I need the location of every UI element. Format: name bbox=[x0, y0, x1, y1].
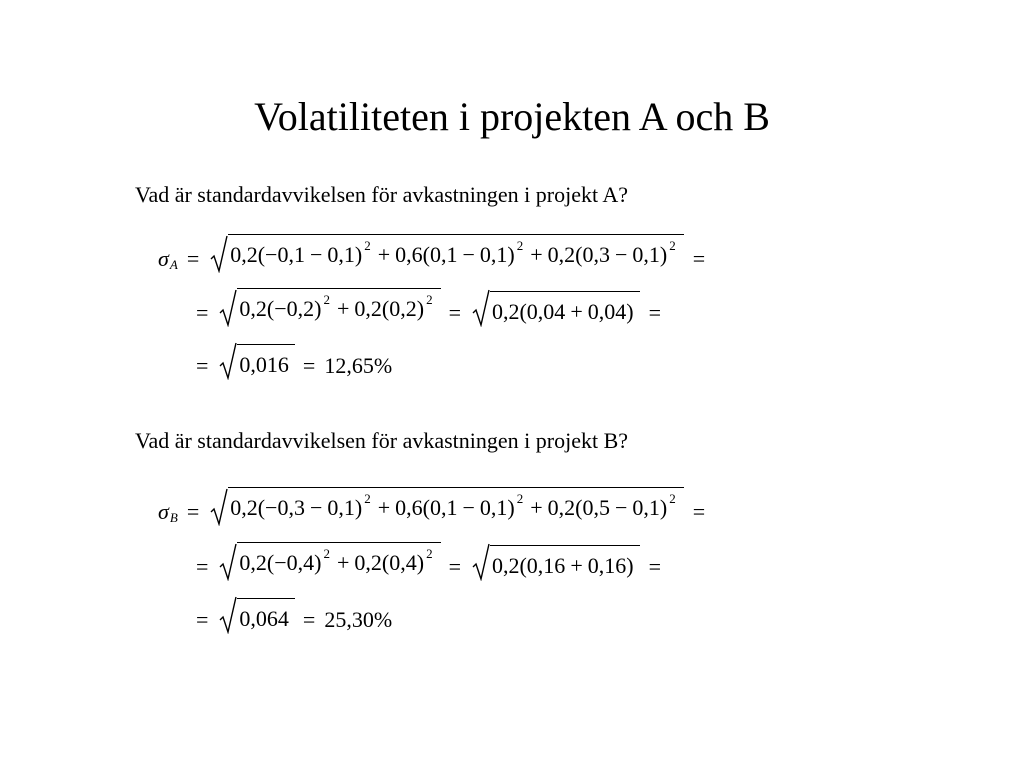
plus-sign: + bbox=[336, 550, 350, 575]
radical-sign-icon bbox=[210, 235, 228, 273]
plus-sign: + bbox=[570, 299, 583, 324]
plus-sign: + bbox=[377, 495, 391, 520]
equals-sign: = bbox=[196, 554, 209, 579]
square-root bbox=[219, 342, 295, 380]
equals-sign: = bbox=[692, 499, 706, 524]
minus-sign: − bbox=[614, 242, 628, 267]
exponent: 2 bbox=[364, 491, 371, 506]
minus-sign: − bbox=[309, 495, 323, 520]
equals-sign: = bbox=[186, 246, 200, 271]
plus-sign: + bbox=[530, 495, 543, 520]
exponent: 2 bbox=[516, 238, 524, 253]
square-root bbox=[472, 543, 640, 581]
term: 0,016 bbox=[239, 352, 289, 377]
formula-a-line-2 bbox=[196, 288, 670, 327]
radical-sign-icon bbox=[472, 543, 490, 581]
term: 0,2(0,3 bbox=[547, 242, 610, 267]
equals-sign: = bbox=[448, 300, 461, 325]
minus-sign: − bbox=[309, 242, 323, 267]
equals-sign: = bbox=[302, 353, 316, 378]
term: 0,2(−0,1 bbox=[230, 242, 305, 267]
equals-sign: = bbox=[648, 554, 661, 579]
sigma-subscript: A bbox=[169, 257, 178, 272]
slide-title: Volatiliteten i projekten A och B bbox=[254, 94, 770, 139]
square-root bbox=[210, 487, 683, 526]
formula-a-line-1 bbox=[158, 234, 714, 273]
term: 0,6(0,1 bbox=[395, 495, 458, 520]
radical-sign-icon bbox=[472, 289, 490, 327]
formula-a-line-3 bbox=[196, 342, 392, 380]
radical-sign-icon bbox=[219, 342, 237, 380]
plus-sign: + bbox=[336, 296, 350, 321]
term: 0,1) bbox=[632, 242, 668, 267]
exponent: 2 bbox=[669, 238, 676, 253]
square-root bbox=[472, 289, 640, 327]
radicand bbox=[237, 344, 295, 380]
plus-sign: + bbox=[530, 242, 543, 267]
minus-sign: − bbox=[614, 495, 628, 520]
term: 0,1) bbox=[632, 495, 668, 520]
radicand bbox=[237, 598, 295, 634]
term: 0,1) bbox=[479, 242, 515, 267]
equals-sign: = bbox=[196, 607, 209, 632]
equals-sign: = bbox=[196, 300, 209, 325]
radicand bbox=[490, 291, 640, 327]
square-root bbox=[219, 596, 295, 634]
term: 0,2(0,4) bbox=[354, 550, 425, 575]
exponent: 2 bbox=[426, 292, 433, 307]
equals-sign: = bbox=[186, 499, 200, 524]
exponent: 2 bbox=[364, 238, 371, 253]
question-project-a: Vad är standardavvikelsen för avkastningen i projekt A? bbox=[135, 182, 629, 207]
square-root bbox=[219, 288, 440, 327]
term: 0,064 bbox=[239, 606, 289, 631]
radical-sign-icon bbox=[210, 488, 228, 526]
square-root bbox=[210, 234, 683, 273]
radicand bbox=[228, 487, 683, 526]
term: 0,04) bbox=[587, 299, 634, 324]
term: 0,2(0,16 bbox=[491, 553, 566, 578]
equals-sign: = bbox=[648, 300, 661, 325]
term: 0,1) bbox=[327, 242, 363, 267]
term: 0,1) bbox=[327, 495, 363, 520]
formula-b-line-2 bbox=[196, 542, 670, 581]
result-value: 12,65% bbox=[324, 353, 393, 378]
term: 0,2(−0,3 bbox=[230, 495, 305, 520]
square-root bbox=[219, 542, 440, 581]
equals-sign: = bbox=[302, 607, 316, 632]
exponent: 2 bbox=[516, 491, 524, 506]
term: 0,16) bbox=[587, 553, 634, 578]
radicand bbox=[237, 288, 440, 327]
exponent: 2 bbox=[669, 491, 676, 506]
exponent: 2 bbox=[323, 546, 330, 561]
result-value: 25,30% bbox=[324, 607, 393, 632]
term: 0,2(−0,4) bbox=[239, 550, 322, 575]
exponent: 2 bbox=[323, 292, 330, 307]
exponent: 2 bbox=[426, 546, 433, 561]
equals-sign: = bbox=[692, 246, 706, 271]
term: 0,1) bbox=[479, 495, 515, 520]
sigma-subscript: B bbox=[169, 510, 178, 525]
equals-sign: = bbox=[448, 554, 461, 579]
sigma-symbol: σ bbox=[158, 246, 169, 271]
minus-sign: − bbox=[462, 495, 475, 520]
term: 0,2(0,5 bbox=[547, 495, 610, 520]
minus-sign: − bbox=[462, 242, 475, 267]
plus-sign: + bbox=[570, 553, 583, 578]
question-project-b: Vad är standardavvikelsen för avkastningen i projekt B? bbox=[135, 428, 629, 453]
plus-sign: + bbox=[377, 242, 391, 267]
equals-sign: = bbox=[196, 353, 209, 378]
term: 0,6(0,1 bbox=[395, 242, 458, 267]
radical-sign-icon bbox=[219, 596, 237, 634]
formula-b-line-3 bbox=[196, 596, 392, 634]
sigma-symbol: σ bbox=[158, 499, 169, 524]
radicand bbox=[237, 542, 440, 581]
term: 0,2(−0,2) bbox=[239, 296, 322, 321]
term: 0,2(0,2) bbox=[354, 296, 425, 321]
radical-sign-icon bbox=[219, 543, 237, 581]
radicand bbox=[490, 545, 640, 581]
formula-b-line-1 bbox=[158, 487, 714, 526]
term: 0,2(0,04 bbox=[491, 299, 566, 324]
radicand bbox=[228, 234, 683, 273]
radical-sign-icon bbox=[219, 289, 237, 327]
